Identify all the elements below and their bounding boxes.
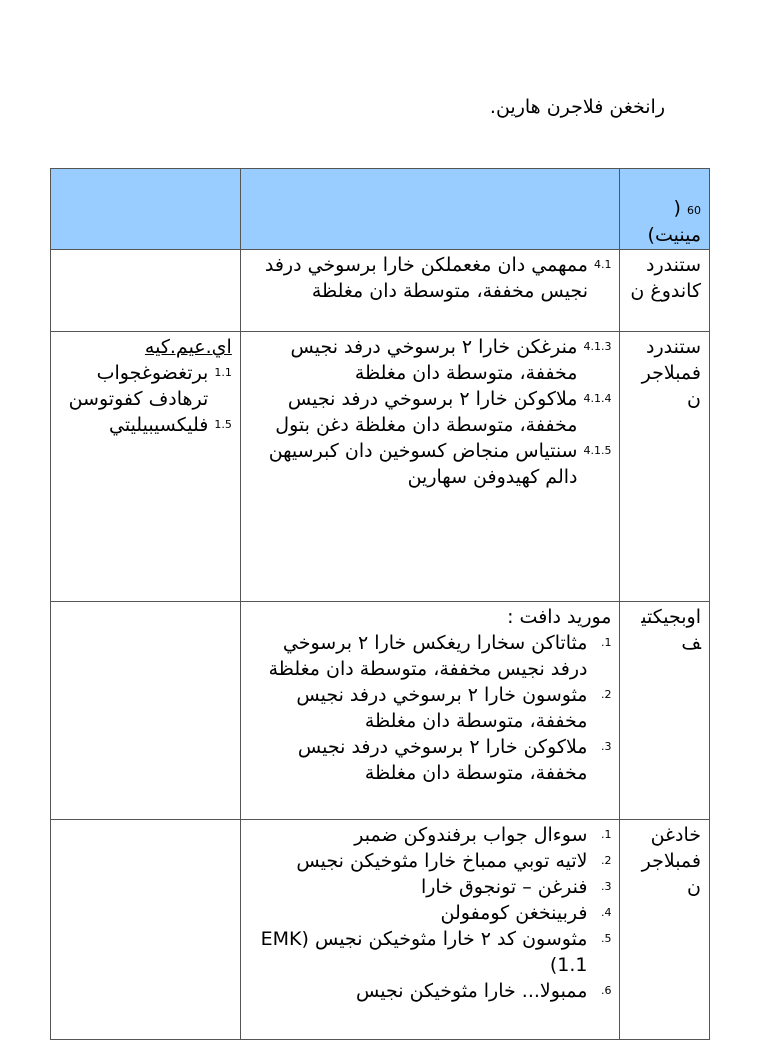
row-label: خادغن فمبلاجر ن bbox=[620, 820, 710, 1040]
list-item bbox=[247, 630, 612, 682]
item-text: سوءال جواب برفندوكن ضمبر bbox=[354, 824, 588, 846]
table-row-learning-standard bbox=[51, 332, 710, 602]
list-item bbox=[247, 900, 612, 926]
item-number: 2. bbox=[600, 854, 612, 867]
objectives-intro: موريد دافت : bbox=[507, 606, 612, 628]
duration-line bbox=[626, 196, 701, 223]
list-item bbox=[247, 978, 612, 1004]
table-header-row bbox=[51, 169, 710, 250]
item-number: 1. bbox=[600, 828, 612, 841]
list-item bbox=[247, 252, 612, 304]
row-notes bbox=[51, 602, 241, 820]
notes-item bbox=[57, 360, 232, 412]
row-content bbox=[240, 602, 620, 820]
item-number: 6. bbox=[600, 984, 612, 997]
row-content bbox=[240, 250, 620, 332]
item-text: سنتياس منجاض كسوخين دان كبرسيهن دالم كهيدوفن سهارين bbox=[268, 440, 578, 488]
row-content bbox=[240, 332, 620, 602]
header-cell-content bbox=[240, 169, 620, 250]
list-item bbox=[247, 682, 612, 734]
item-number: 4.1.5 bbox=[583, 444, 612, 457]
notes-item bbox=[57, 412, 232, 438]
row-notes bbox=[51, 332, 241, 602]
item-number: 1.5 bbox=[214, 418, 232, 431]
row-notes bbox=[51, 820, 241, 1040]
item-text: ملاكوكن خارا ٢ برسوخي درفد نجيس مخففة، متوسطة دان مغلظة bbox=[297, 736, 588, 784]
item-text: مثوسون كد ٢ خارا مثوخيكن نجيس (EMK 1.1) bbox=[260, 928, 588, 976]
item-text: منرغكن خارا ٢ برسوخي درفد نجيس مخففة، متوسطة دان مغلظة bbox=[290, 336, 578, 384]
item-number: 3. bbox=[600, 880, 612, 893]
table-row-content-standard bbox=[51, 250, 710, 332]
item-number: 4.1.4 bbox=[583, 392, 612, 405]
table-row-objectives bbox=[51, 602, 710, 820]
item-number: 4.1 bbox=[593, 258, 612, 271]
item-text: ملاكوكن خارا ٢ برسوخي درفد نجيس مخففة، متوسطة دان مغلظة دغن بتول bbox=[275, 388, 578, 436]
item-text: ممهمي دان مغعملكن خارا برسوخي درفد نجيس مخففة، متوسطة دان مغلظة bbox=[264, 254, 588, 302]
item-number: 1.1 bbox=[214, 366, 232, 379]
list-item bbox=[247, 438, 612, 490]
row-label: اوبجيكتيف bbox=[620, 602, 710, 820]
table-row-learning-approach bbox=[51, 820, 710, 1040]
item-text: فنرغن – تونجوق خارا bbox=[420, 876, 588, 898]
list-item bbox=[247, 848, 612, 874]
item-text: مثوسون خارا ٢ برسوخي درفد نجيس مخففة، متوسطة دان مغلظة bbox=[296, 684, 588, 732]
notes-title: اي.عيم.كيه bbox=[144, 336, 232, 358]
duration-paren: ( bbox=[673, 197, 681, 219]
header-cell-duration bbox=[620, 169, 710, 250]
row-content bbox=[240, 820, 620, 1040]
item-text: برتغضوغجواب ترهادف كفوتوسن bbox=[68, 362, 209, 410]
lesson-plan-table bbox=[50, 168, 710, 1040]
list-item bbox=[247, 874, 612, 900]
item-text: ممبولا... خارا مثوخيكن نجيس bbox=[356, 980, 588, 1002]
item-number: 1. bbox=[600, 636, 612, 649]
header-cell-notes bbox=[51, 169, 241, 250]
approach-list bbox=[247, 822, 612, 1004]
row-label: ستندرد فمبلاجر ن bbox=[620, 332, 710, 602]
item-text: مثاتاكن سخارا ريغكس خارا ٢ برسوخي درفد نجيس مخففة، متوسطة دان مغلظة bbox=[268, 632, 588, 680]
page-heading: رانخغن فلاجرن هارين. bbox=[489, 96, 665, 118]
item-text: فليكسيبيليتي bbox=[109, 414, 209, 436]
list-item bbox=[247, 386, 612, 438]
list-item bbox=[247, 334, 612, 386]
duration-number: 60 bbox=[687, 204, 701, 217]
duration-label: مينيت) bbox=[647, 224, 701, 246]
list-item bbox=[247, 822, 612, 848]
item-text: لاتيه توبي ممباخ خارا مثوخيكن نجيس bbox=[296, 850, 588, 872]
row-notes bbox=[51, 250, 241, 332]
item-text: فربينخغن كومفولن bbox=[440, 902, 588, 924]
item-number: 4. bbox=[600, 906, 612, 919]
objectives-list bbox=[247, 630, 612, 786]
row-label: ستندرد كاندوغ ن bbox=[620, 250, 710, 332]
list-item bbox=[247, 926, 612, 978]
list-item bbox=[247, 734, 612, 786]
item-number: 4.1.3 bbox=[583, 340, 612, 353]
item-number: 3. bbox=[600, 740, 612, 753]
item-number: 5. bbox=[600, 932, 612, 945]
item-number: 2. bbox=[600, 688, 612, 701]
